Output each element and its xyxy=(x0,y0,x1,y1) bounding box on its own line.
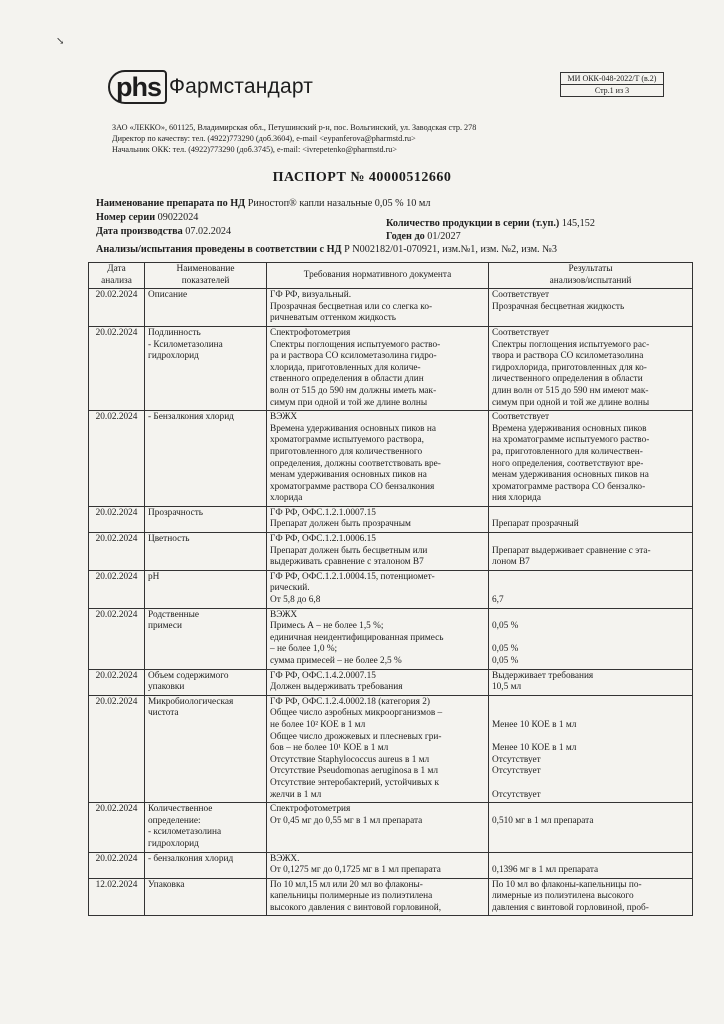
row-parameter: Прозрачность xyxy=(145,506,267,532)
expiry-line xyxy=(386,231,461,242)
header-requirements: Требования нормативного документа xyxy=(267,263,489,289)
row-parameter: Объем содержимого упаковки xyxy=(145,669,267,695)
table-row xyxy=(89,506,693,532)
row-result: Соответствует Времена удерживания основных пиков на хроматограмме испытуемого раство- ра, приготовленного для количествен- ного определения, соответствуют вре- менам удерживания основных пиков на хроматограмме раствора СО бензалко- ния хлорида xyxy=(489,411,693,507)
header-results: Результаты анализов/испытаний xyxy=(489,263,693,289)
row-date: 20.02.2024 xyxy=(89,669,145,695)
row-parameter: Родственные примеси xyxy=(145,608,267,669)
address-line: ЗАО «ЛЕККО», 601125, Владимирская обл., Петушинский р-н, пос. Вольгинский, ул. Заводская стр. 278 xyxy=(112,123,477,132)
row-requirement: ГФ РФ, ОФС.1.2.4.0002.18 (категория 2) Общее число аэробных микроорганизмов – не более 10² КОЕ в 1 мл Общее число дрожжевых и плесневых гри- бов – не более 10¹ КОЕ в 1 мл Отсутствие Staphylococcus aureus в 1 мл Отсутствие Pseudomonas aeruginosa в 1 мл Отсутствие энтеробактерий, устойчивых к желчи в 1 мл xyxy=(267,695,489,802)
table-row xyxy=(89,608,693,669)
production-date-line xyxy=(96,226,231,237)
series-label: Номер серии xyxy=(96,212,156,223)
expiry-value: 01/2027 xyxy=(427,231,461,242)
table-row xyxy=(89,669,693,695)
row-requirement: ГФ РФ, ОФС.1.2.1.0007.15 Препарат должен быть прозрачным xyxy=(267,506,489,532)
quantity-line xyxy=(386,218,595,229)
pen-mark: ↘ xyxy=(56,36,65,47)
row-requirement: ВЭЖХ Времена удерживания основных пиков на хроматограмме испытуемого раствора, приготовленного для количественного определения, должны соответствовать вре- менам удерживания основных пиков на хроматограмме раствора СО бензалкония хлорида xyxy=(267,411,489,507)
row-date: 20.02.2024 xyxy=(89,803,145,852)
analyses-line xyxy=(96,244,557,255)
row-date: 20.02.2024 xyxy=(89,411,145,507)
drug-name-line xyxy=(96,198,430,209)
row-parameter: Цветность xyxy=(145,533,267,571)
table-row xyxy=(89,533,693,571)
row-date: 12.02.2024 xyxy=(89,878,145,916)
row-result: Менее 10 КОЕ в 1 мл Менее 10 КОЕ в 1 мл Отсутствует Отсутствует Отсутствует xyxy=(489,695,693,802)
table-row xyxy=(89,852,693,878)
expiry-label: Годен до xyxy=(386,231,425,242)
row-requirement: Спектрофотометрия Спектры поглощения испытуемого раство- ра и раствора СО ксилометазолина гидро- хлорида, приготовленных для количе- ственного определения в области длин волн от 515 до 590 нм должны иметь мак- симум при одной и той же длине волны xyxy=(267,326,489,410)
row-result: Выдерживает требования 10,5 мл xyxy=(489,669,693,695)
row-result: Препарат прозрачный xyxy=(489,506,693,532)
row-date: 20.02.2024 xyxy=(89,289,145,327)
address-line: Начальник ОКК: тел. (4922)773290 (доб.3745), e-mail: <ivrepetenko@pharmstd.ru> xyxy=(112,145,398,154)
table-row xyxy=(89,878,693,916)
analysis-table xyxy=(88,262,693,916)
row-requirement: ГФ РФ, ОФС.1.4.2.0007.15 Должен выдерживать требования xyxy=(267,669,489,695)
header-parameter: Наименование показателей xyxy=(145,263,267,289)
row-date: 20.02.2024 xyxy=(89,326,145,410)
row-parameter: - бензалкония хлорид xyxy=(145,852,267,878)
table-row xyxy=(89,326,693,410)
row-parameter: Описание xyxy=(145,289,267,327)
row-result: По 10 мл во флаконы-капельницы по- лимерные из полиэтилена высокого давления с винтовой горловиной, проб- xyxy=(489,878,693,916)
quantity-value: 145,152 xyxy=(561,218,595,229)
logo-mark: phs xyxy=(108,70,167,104)
table-header-row xyxy=(89,263,693,289)
series-line xyxy=(96,212,198,223)
row-requirement: ГФ РФ, ОФС.1.2.1.0006.15 Препарат должен быть бесцветным или выдерживать сравнение с эталоном В7 xyxy=(267,533,489,571)
row-parameter: Количественное определение: - ксилометазолина гидрохлорид xyxy=(145,803,267,852)
page-number: Стр.1 из 3 xyxy=(561,84,663,96)
row-parameter: Микробиологическая чистота xyxy=(145,695,267,802)
row-requirement: ВЭЖХ Примесь А – не более 1,5 %; единичная неидентифицированная примесь – не более 1,0 %; сумма примесей – не более 2,5 % xyxy=(267,608,489,669)
row-date: 20.02.2024 xyxy=(89,695,145,802)
series-value: 09022024 xyxy=(157,212,199,223)
row-date: 20.02.2024 xyxy=(89,608,145,669)
row-result: Соответствует Спектры поглощения испытуемого рас- твора и раствора СО ксилометазолина гидрохлорида, приготовленных для ко- личественного определения в области длин волн от 515 до 590 нм имеют мак- симум при одной и той же длине волны xyxy=(489,326,693,410)
drug-value: Риностоп® капли назальные 0,05 % 10 мл xyxy=(247,198,431,209)
row-requirement: ГФ РФ, ОФС.1.2.1.0004.15, потенциомет- рический. От 5,8 до 6,8 xyxy=(267,570,489,608)
row-parameter: Подлинность - Ксилометазолина гидрохлорид xyxy=(145,326,267,410)
row-result: 0,1396 мг в 1 мл препарата xyxy=(489,852,693,878)
row-date: 20.02.2024 xyxy=(89,506,145,532)
company-logo xyxy=(108,70,313,104)
table-row xyxy=(89,570,693,608)
row-date: 20.02.2024 xyxy=(89,852,145,878)
table-row xyxy=(89,411,693,507)
logo-name: Фармстандарт xyxy=(169,75,314,98)
document-code: МИ ОКК-048-2022/Т (в.2) xyxy=(567,74,657,83)
table-row xyxy=(89,289,693,327)
row-result: 0,510 мг в 1 мл препарата xyxy=(489,803,693,852)
row-result: 0,05 % 0,05 % 0,05 % xyxy=(489,608,693,669)
production-date-value: 07.02.2024 xyxy=(185,226,232,237)
passport-title: ПАСПОРТ № 40000512660 xyxy=(272,170,452,185)
address-line: Директор по качеству: тел. (4922)773290 (доб.3604), e-mail <eypanferova@pharmstd.ru> xyxy=(112,134,416,143)
table-row xyxy=(89,695,693,802)
table-row xyxy=(89,803,693,852)
quantity-label: Количество продукции в серии (т.уп.) xyxy=(386,218,560,229)
row-requirement: ГФ РФ, визуальный. Прозрачная бесцветная или со слегка ко- ричневатым оттенком жидкость xyxy=(267,289,489,327)
production-date-label: Дата производства xyxy=(96,226,183,237)
analyses-label: Анализы/испытания проведены в соответствии с НД xyxy=(96,244,342,255)
row-result: 6,7 xyxy=(489,570,693,608)
company-address xyxy=(112,122,476,155)
row-requirement: ВЭЖХ. От 0,1275 мг до 0,1725 мг в 1 мл препарата xyxy=(267,852,489,878)
document-reference-box xyxy=(560,72,664,97)
row-result: Соответствует Прозрачная бесцветная жидкость xyxy=(489,289,693,327)
row-parameter: pH xyxy=(145,570,267,608)
row-date: 20.02.2024 xyxy=(89,570,145,608)
row-parameter: Упаковка xyxy=(145,878,267,916)
header-date: Дата анализа xyxy=(89,263,145,289)
drug-label: Наименование препарата по НД xyxy=(96,198,246,209)
analyses-value: Р N002182/01-070921, изм.№1, изм. №2, изм. №3 xyxy=(344,244,557,255)
row-parameter: - Бензалкония хлорид xyxy=(145,411,267,507)
row-requirement: По 10 мл,15 мл или 20 мл во флаконы- капельницы полимерные из полиэтилена высокого давления с винтовой горловиной, xyxy=(267,878,489,916)
row-result: Препарат выдерживает сравнение с эта- лоном В7 xyxy=(489,533,693,571)
row-date: 20.02.2024 xyxy=(89,533,145,571)
row-requirement: Спектрофотометрия От 0,45 мг до 0,55 мг в 1 мл препарата xyxy=(267,803,489,852)
